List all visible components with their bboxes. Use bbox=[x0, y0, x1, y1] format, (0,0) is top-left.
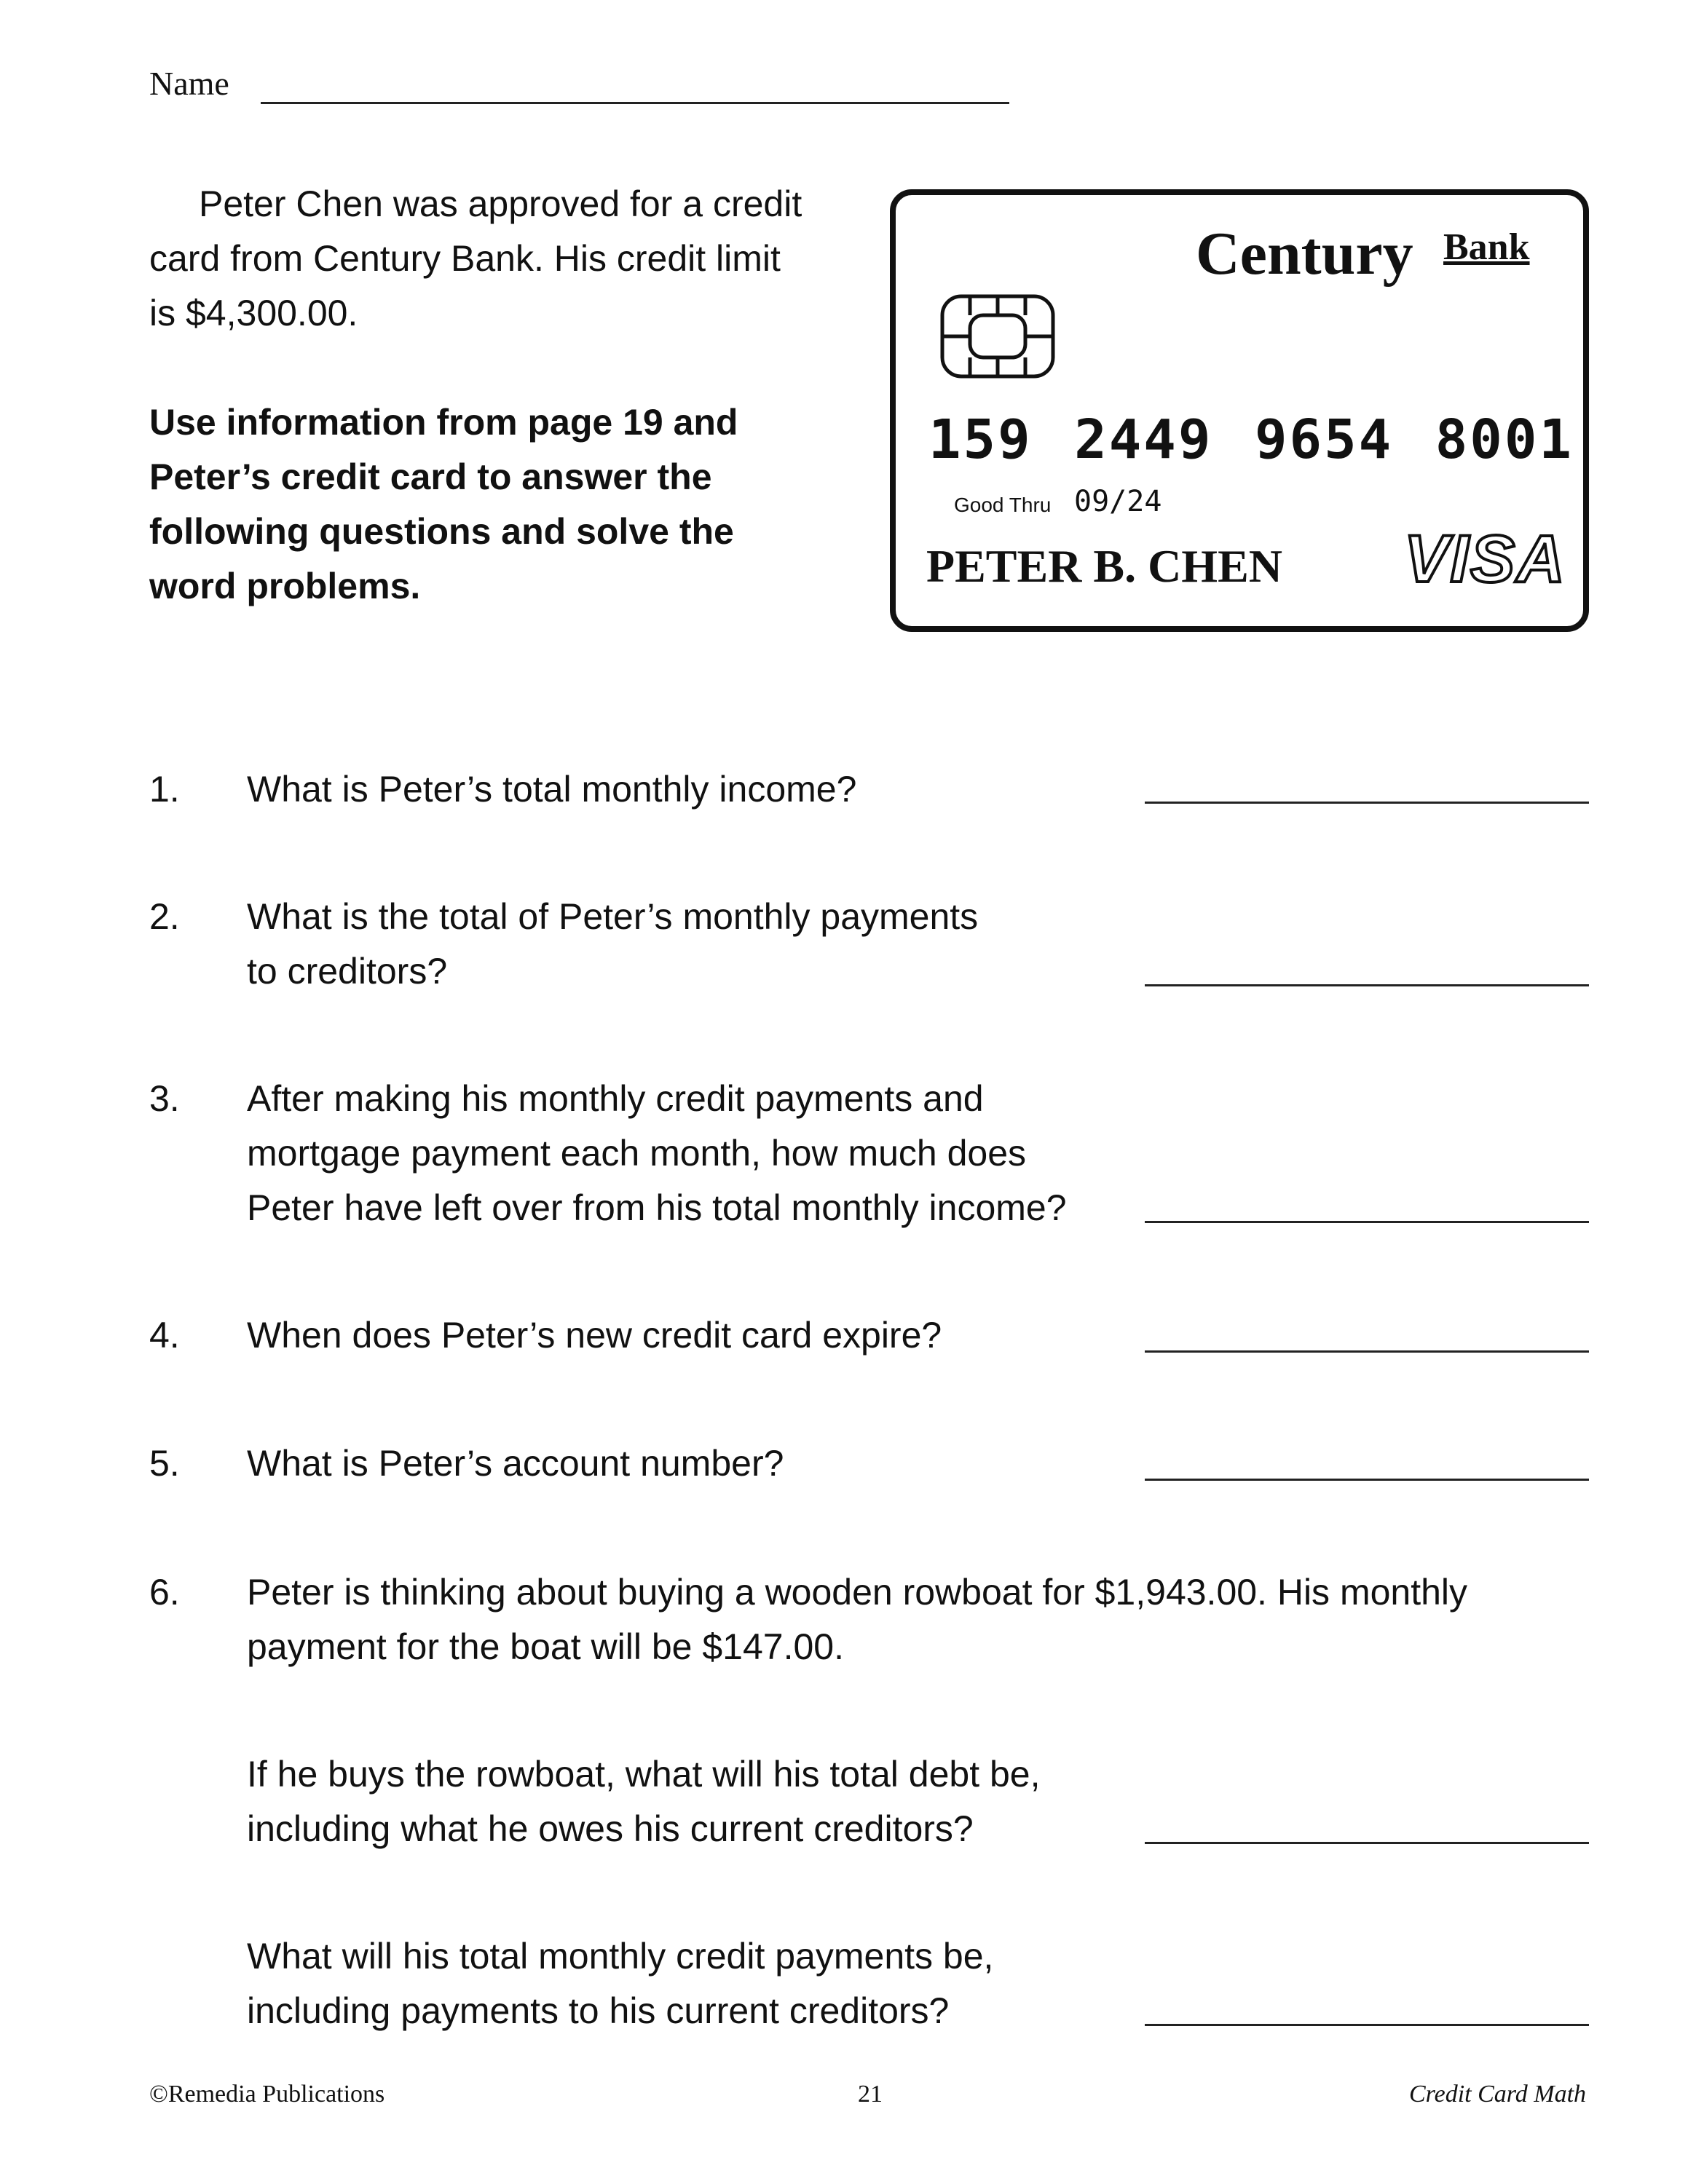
instructions-paragraph bbox=[149, 395, 848, 614]
visa-logo: VISA bbox=[1404, 522, 1566, 596]
question-text: What will his total monthly credit payments be, bbox=[247, 1936, 994, 1977]
intro-line-3: is $4,300.00. bbox=[149, 293, 358, 333]
question-text: Peter is thinking about buying a wooden rowboat for $1,943.00. His monthly bbox=[247, 1572, 1468, 1613]
answer-line-3[interactable] bbox=[1145, 1221, 1589, 1223]
good-thru-label: Good Thru bbox=[954, 494, 1052, 516]
question-text: What is Peter’s total monthly income? bbox=[247, 769, 857, 810]
answer-line-6b[interactable] bbox=[1145, 2024, 1589, 2026]
expiry-date: 09/24 bbox=[1074, 485, 1162, 518]
intro-line-1: Peter Chen was approved for a credit bbox=[199, 183, 802, 224]
name-label: Name bbox=[149, 65, 229, 102]
question-number: 3. bbox=[149, 1078, 180, 1119]
intro-paragraph bbox=[149, 177, 848, 341]
footer-book-title: Credit Card Math bbox=[1409, 2081, 1587, 2108]
question-number: 6. bbox=[149, 1572, 180, 1613]
instructions-line-4: word problems. bbox=[149, 566, 421, 606]
credit-card bbox=[890, 189, 1589, 632]
card-number: 159 2449 9654 8001 bbox=[928, 408, 1574, 471]
answer-line-5[interactable] bbox=[1145, 1479, 1589, 1481]
answer-line-2[interactable] bbox=[1145, 984, 1589, 986]
question-text: After making his monthly credit payments and bbox=[247, 1078, 984, 1119]
question-text: payment for the boat will be $147.00. bbox=[247, 1626, 844, 1667]
question-text: When does Peter’s new credit card expire? bbox=[247, 1315, 942, 1356]
question-text: to creditors? bbox=[247, 951, 448, 992]
answer-line-6a[interactable] bbox=[1145, 1842, 1589, 1844]
answer-line-1[interactable] bbox=[1145, 802, 1589, 804]
name-answer-line[interactable] bbox=[261, 102, 1009, 104]
instructions-line-1: Use information from page 19 and bbox=[149, 402, 738, 443]
intro-line-2: card from Century Bank. His credit limit bbox=[149, 238, 781, 279]
question-text: What is Peter’s account number? bbox=[247, 1443, 784, 1484]
instructions-line-2: Peter’s credit card to answer the bbox=[149, 456, 712, 497]
question-text: What is the total of Peter’s monthly payments bbox=[247, 896, 979, 937]
cardholder-name: PETER B. CHEN bbox=[926, 540, 1282, 592]
instructions-line-3: following questions and solve the bbox=[149, 511, 734, 552]
bank-name-suffix: Bank bbox=[1443, 226, 1530, 268]
question-text: If he buys the rowboat, what will his total debt be, bbox=[247, 1754, 1041, 1795]
question-text: including payments to his current creditors? bbox=[247, 1990, 950, 2031]
footer-publisher: ©Remedia Publications bbox=[149, 2081, 385, 2108]
chip-icon bbox=[939, 293, 1056, 379]
question-text: including what he owes his current creditors? bbox=[247, 1808, 974, 1849]
question-number: 1. bbox=[149, 769, 180, 810]
answer-line-4[interactable] bbox=[1145, 1350, 1589, 1353]
question-number: 2. bbox=[149, 896, 180, 937]
question-number: 4. bbox=[149, 1315, 180, 1356]
question-text: Peter have left over from his total monthly income? bbox=[247, 1187, 1067, 1228]
bank-name: Century bbox=[1196, 220, 1413, 288]
question-number: 5. bbox=[149, 1443, 180, 1484]
question-text: mortgage payment each month, how much does bbox=[247, 1133, 1027, 1174]
page-number: 21 bbox=[858, 2081, 883, 2108]
